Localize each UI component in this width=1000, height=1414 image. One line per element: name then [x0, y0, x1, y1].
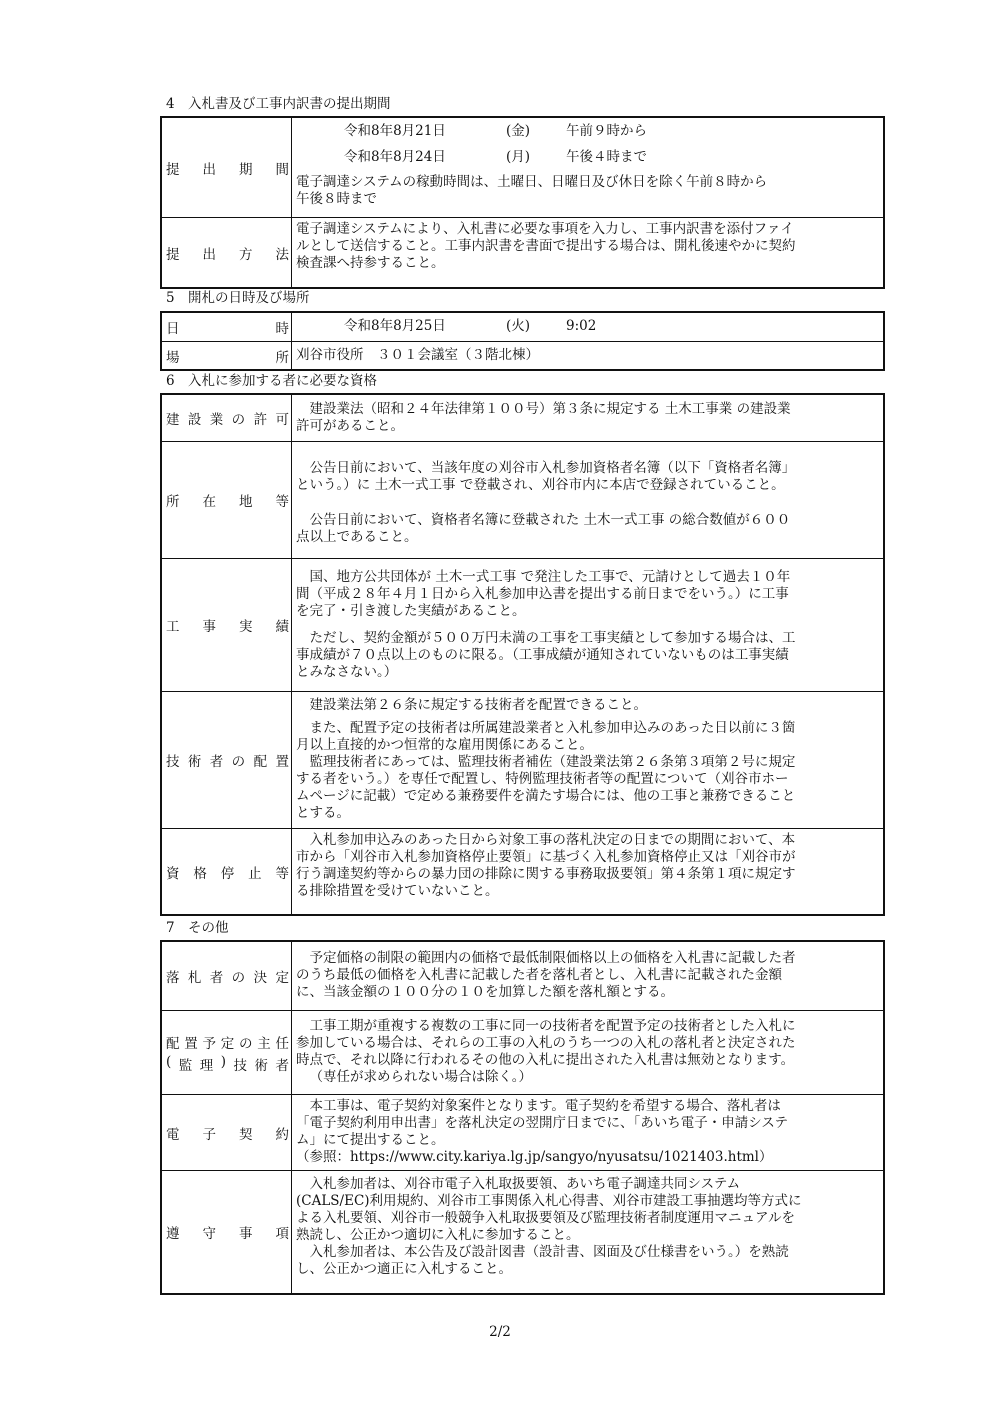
- label-char: 止: [248, 865, 262, 882]
- label-char: 事: [239, 1226, 253, 1242]
- label-char: 出: [202, 246, 216, 263]
- record-label: [162, 559, 292, 691]
- license-value: [292, 395, 883, 441]
- label-char: 許: [253, 412, 268, 428]
- label-char: 技: [166, 754, 180, 770]
- opening-datetime-value: [292, 313, 883, 341]
- label-char: 守: [202, 1226, 216, 1242]
- section-7-title: その他: [188, 920, 229, 936]
- label-char: の: [231, 412, 246, 428]
- opening-place-label: [162, 342, 292, 369]
- label-char: 者: [275, 1057, 289, 1074]
- section-4-number: 4: [166, 96, 175, 112]
- compliance-p1-line3: よる入札要領、刈谷市一般競争入札取扱要領及び監理技術者制度運用マニュアルを: [296, 1210, 795, 1226]
- label-char: 等: [275, 865, 289, 882]
- chief-engineer-line4: （専任が求められない場合は除く。）: [309, 1069, 532, 1085]
- chief-engineer-label: [162, 1011, 292, 1094]
- opening-time: 9:02: [566, 317, 597, 334]
- label-char: 所: [166, 494, 180, 510]
- compliance-p1-line2: (CALS/EC)利用規約、刈谷市工事関係入札心得書、刈谷市建設工事抽選均等方式に: [296, 1193, 802, 1209]
- e-contract-line4: （参照：https://www.city.kariya.lg.jp/sangyo/nyusatsu/1021403.html）: [296, 1149, 773, 1165]
- record-p2-line2: 事成績が７０点以上のものに限る。（工事成績が通知されていないものは工事実績: [296, 647, 789, 663]
- engineer-p2-line1: また、配置予定の技術者は所属建設業者と入札参加申込みのあった日以前に３箇: [309, 720, 796, 736]
- suspension-line3: 行う調達契約等からの暴力団の排除に関する事務取扱要領」第４条第１項に規定す: [296, 866, 796, 882]
- end-date: 令和8年8月24日: [344, 148, 446, 165]
- section-7-heading: [166, 918, 229, 938]
- label-char: 配: [166, 1035, 180, 1052]
- label-char: 者: [209, 970, 224, 986]
- submission-method-label: [162, 218, 292, 287]
- label-char: の: [231, 754, 246, 770]
- label-char: 業: [209, 412, 224, 428]
- opening-place-row: [162, 341, 883, 369]
- location-p1-line2: という。）に 土木一式工事 で登載され、刈谷市内に本店で登録されていること。: [296, 477, 785, 493]
- label-char: 定: [220, 1035, 235, 1052]
- location-row: [162, 441, 883, 558]
- submission-method-value: [292, 218, 883, 287]
- label-char: 落: [166, 970, 180, 986]
- chief-engineer-row: [162, 1010, 883, 1094]
- period-start-line: [296, 118, 877, 144]
- engineer-value: [292, 692, 883, 828]
- e-contract-line1: 本工事は、電子契約対象案件となります。電子契約を希望する場合、落札者は: [309, 1098, 781, 1114]
- label-char: 項: [275, 1226, 289, 1242]
- license-line1: 建設業法（昭和２４年法律第１００号）第３条に規定する 土木工事業 の建設業: [309, 401, 791, 417]
- submission-period-row: [162, 118, 883, 217]
- record-p2-line3: とみなさない。）: [296, 664, 398, 680]
- label-char: 遵: [166, 1226, 180, 1242]
- label-char: ): [220, 1053, 227, 1070]
- suspension-row: [162, 828, 883, 914]
- winner-value: [292, 942, 883, 1010]
- chief-engineer-line2: 参加している場合は、それらの工事の入札のうち一つの入札の落札者と決定された: [296, 1035, 796, 1051]
- label-char: 設: [187, 412, 202, 428]
- period-note-line2: 午後８時まで: [296, 191, 377, 207]
- label-char: 時: [275, 321, 289, 337]
- section-5-number: 5: [166, 290, 175, 306]
- engineer-p1: 建設業法第２６条に規定する技術者を配置できること。: [309, 697, 647, 713]
- record-p1-line3: を完了・引き渡した実績があること。: [296, 603, 526, 619]
- winner-line1: 予定価格の制限の範囲内の価格で最低制限価格以上の価格を入札書に記載した者: [309, 950, 796, 966]
- label-char: 格: [193, 865, 207, 882]
- label-char: 日: [166, 321, 180, 337]
- record-p2-line1: ただし、契約金額が５００万円未満の工事を工事実績として参加する場合は、工: [309, 630, 796, 646]
- winner-line3: に、当該金額の１００分の１０を加算した額を落札額とする。: [296, 984, 674, 1000]
- submission-period-label: [162, 118, 292, 217]
- label-char: 置: [184, 1035, 198, 1052]
- opening-date: 令和8年8月25日: [344, 317, 446, 334]
- label-char: 事: [202, 619, 216, 635]
- label-char: 資: [166, 865, 180, 882]
- label-char: 場: [166, 349, 180, 366]
- compliance-p2-line2: し、公正かつ適正に入札すること。: [296, 1261, 512, 1277]
- record-value: [292, 559, 883, 691]
- label-char: 地: [239, 494, 253, 510]
- chief-engineer-line3: 時点で、それ以降に行われるその他の入札に提出された入札書は無効となります。: [296, 1052, 795, 1068]
- label-char: 理: [199, 1057, 214, 1074]
- e-contract-label: [162, 1095, 292, 1170]
- start-day: (金): [506, 122, 531, 139]
- engineer-p3-line2: する者をいう。）を専任で配置し、特例監理技術者等の配置について（刈谷市ホー: [296, 771, 789, 787]
- section-7-number: 7: [166, 920, 175, 936]
- label-char: 在: [202, 494, 216, 510]
- compliance-p1-line1: 入札参加者は、刈谷市電子入札取扱要領、あいち電子調達共同システム: [309, 1176, 741, 1192]
- opening-place-value: [292, 342, 883, 369]
- label-char: (: [166, 1053, 172, 1070]
- compliance-p2-line1: 入札参加者は、本公告及び設計図書（設計書、図面及び仕様書をいう。）を熟読: [309, 1244, 789, 1260]
- suspension-line4: る排除措置を受けていないこと。: [296, 883, 499, 899]
- location-p2-line1: 公告日前において、資格者名簿に登載された 土木一式工事 の総合数値が６００: [309, 512, 791, 528]
- label-char: 主: [257, 1035, 271, 1052]
- compliance-value: [292, 1171, 883, 1293]
- label-char: 技: [233, 1057, 247, 1074]
- label-char: 配: [253, 754, 268, 770]
- license-line2: 許可があること。: [296, 418, 404, 434]
- section-6-title: 入札に参加する者に必要な資格: [188, 373, 377, 389]
- winner-label: [162, 942, 292, 1010]
- start-time: 午前９時から: [566, 122, 647, 139]
- location-p2-line2: 点以上であること。: [296, 529, 418, 545]
- period-end-line: [296, 144, 877, 170]
- label-char: 契: [239, 1126, 253, 1143]
- label-char: 定: [275, 970, 289, 986]
- label-char: 法: [275, 246, 289, 263]
- section-6-number: 6: [166, 373, 175, 389]
- section-6-table: [160, 393, 885, 916]
- label-char: 所: [275, 349, 289, 366]
- winner-row: [162, 942, 883, 1010]
- compliance-p1-line4: 熟読し、公正かつ適切に入札に参加すること。: [296, 1227, 580, 1243]
- opening-datetime-line: [296, 313, 877, 339]
- label-char: 提: [166, 161, 180, 178]
- label-char: 者: [209, 754, 224, 770]
- engineer-row: [162, 691, 883, 828]
- opening-place-text: 刈谷市役所 ３０１会議室（３階北棟）: [296, 347, 539, 363]
- opening-datetime-label: [162, 313, 292, 341]
- label-char: 工: [166, 619, 180, 635]
- license-label: [162, 395, 292, 441]
- suspension-value: [292, 829, 883, 914]
- end-day: (月): [506, 148, 531, 165]
- label-char: 間: [275, 161, 289, 178]
- suspension-line1: 入札参加申込みのあった日から対象工事の落札決定の日までの期間において、本: [309, 832, 796, 848]
- label-char: の: [231, 970, 246, 986]
- label-char: 停: [220, 865, 235, 882]
- e-contract-line2: 「電子契約利用申出書」を落札決定の翌開庁日までに、「あいち電子・申請システ: [296, 1115, 789, 1131]
- label-char: 置: [275, 754, 289, 770]
- label-char: 術: [254, 1057, 268, 1074]
- suspension-line2: 市から「刈谷市入札参加資格停止要領」に基づく入札参加資格停止又は「刈谷市が: [296, 849, 796, 865]
- opening-day: (火): [506, 317, 531, 334]
- engineer-p2-line2: 月以上直接的かつ恒常的な雇用関係にあること。: [296, 737, 593, 753]
- end-time: 午後４時まで: [566, 148, 647, 165]
- label-char: 子: [202, 1126, 216, 1143]
- winner-line2: のうち最低の価格を入札書に記載した者を落札者とし、入札書に記載された金額: [296, 967, 782, 983]
- label-char: 任: [275, 1035, 289, 1052]
- section-6-heading: [166, 371, 377, 391]
- label-char: 決: [253, 970, 268, 986]
- license-row: [162, 395, 883, 441]
- section-5-heading: [166, 288, 310, 308]
- label-char: 提: [166, 246, 180, 263]
- start-date: 令和8年8月21日: [344, 122, 446, 139]
- label-char: の: [239, 1035, 253, 1052]
- e-contract-value: [292, 1095, 883, 1170]
- compliance-label: [162, 1171, 292, 1293]
- record-p1-line1: 国、地方公共団体が 土木一式工事 で発注した工事で、元請けとして過去１０年: [309, 569, 791, 585]
- chief-engineer-value: [292, 1011, 883, 1094]
- label-char: 札: [187, 970, 202, 986]
- label-char: 等: [275, 494, 289, 510]
- location-p1-line1: 公告日前において、当該年度の刈谷市入札参加資格者名簿（以下「資格者名簿」: [309, 460, 796, 476]
- record-row: [162, 558, 883, 691]
- e-contract-line3: ム」にて提出すること。: [296, 1132, 445, 1148]
- section-5-title: 開札の日時及び場所: [188, 290, 310, 306]
- section-7-table: [160, 940, 885, 1295]
- chief-engineer-line1: 工事工期が重複する複数の工事に同一の技術者を配置予定の技術者とした入札に: [309, 1018, 796, 1034]
- method-line2: ルとして送信すること。工事内訳書を書面で提出する場合は、開札後速やかに契約: [296, 238, 796, 254]
- section-4-heading: [166, 94, 391, 114]
- method-line1: 電子調達システムにより、入札書に必要な事項を入力し、工事内訳書を添付ファイ: [296, 221, 794, 237]
- e-contract-row: [162, 1094, 883, 1170]
- label-char: 出: [202, 161, 216, 178]
- label-char: 実: [239, 619, 253, 635]
- section-4-table: [160, 116, 885, 289]
- label-char: 績: [275, 619, 289, 635]
- method-line3: 検査課へ持参すること。: [296, 255, 445, 271]
- label-char: 監: [178, 1057, 193, 1074]
- record-p1-line2: 間（平成２８年４月１日から入札参加申込書を提出する前日までをいう。）に工事: [296, 586, 789, 602]
- section-5-table: [160, 311, 885, 371]
- section-4-title: 入札書及び工事内訳書の提出期間: [188, 96, 391, 112]
- label-char: 方: [239, 246, 253, 263]
- label-char: 電: [166, 1126, 180, 1143]
- suspension-label: [162, 829, 292, 914]
- label-char: 建: [166, 412, 180, 428]
- compliance-row: [162, 1170, 883, 1293]
- location-value: [292, 442, 883, 558]
- engineer-p3-line3: ムページに記載）で定める兼務要件を満たす場合には、他の工事と兼務できること: [296, 788, 796, 804]
- label-char: 期: [239, 161, 253, 178]
- label-char: 予: [202, 1035, 216, 1052]
- submission-method-row: [162, 217, 883, 287]
- engineer-p3-line1: 監理技術者にあっては、監理技術者補佐（建設業法第２６条第３項第２号に規定: [309, 754, 796, 770]
- label-char: 術: [187, 754, 202, 770]
- location-label: [162, 442, 292, 558]
- engineer-p3-line4: とする。: [296, 805, 350, 821]
- engineer-label: [162, 692, 292, 828]
- period-note-line1: 電子調達システムの稼動時間は、土曜日、日曜日及び休日を除く午前８時から: [296, 174, 768, 190]
- submission-period-value: [292, 118, 883, 217]
- label-char: 可: [275, 412, 289, 428]
- opening-datetime-row: [162, 313, 883, 341]
- page-number: 2/2: [489, 1324, 511, 1340]
- label-char: 約: [275, 1126, 289, 1143]
